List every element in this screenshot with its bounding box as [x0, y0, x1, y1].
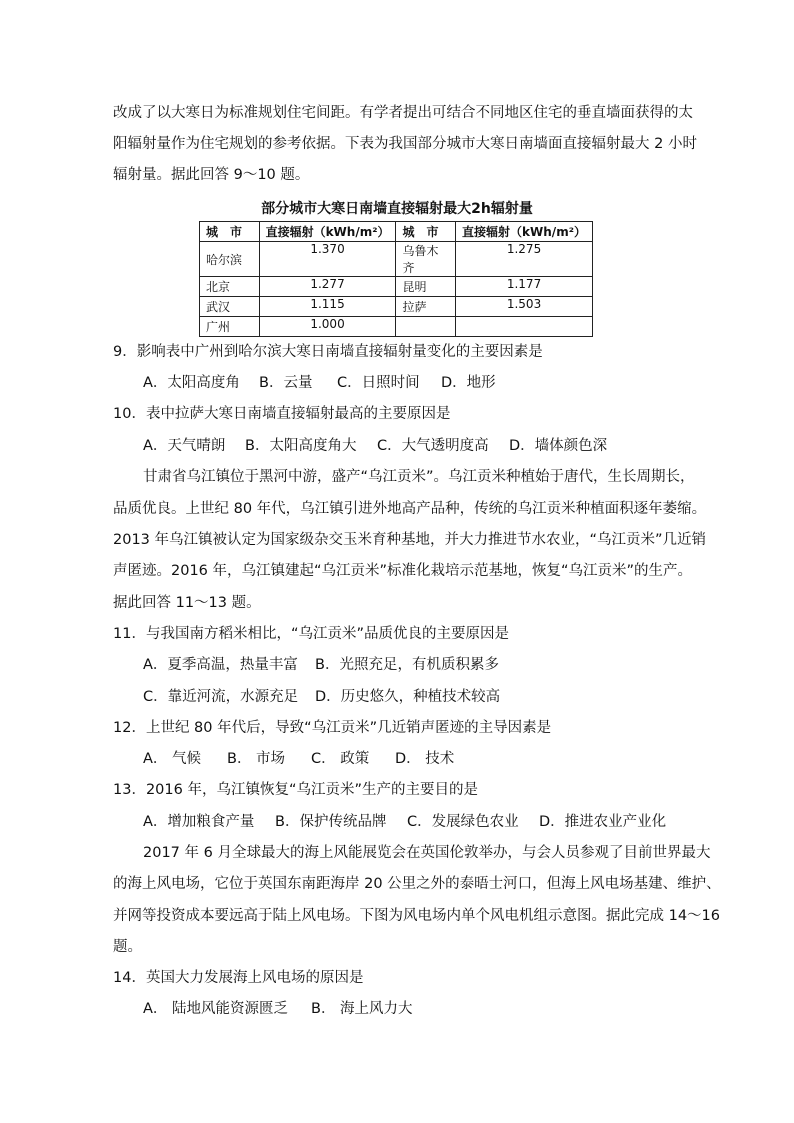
q13-option-b[interactable]: B．保护传统品牌 — [275, 814, 387, 830]
q13-option-a[interactable]: A．增加粮食产量 — [143, 814, 255, 830]
q9-option-b[interactable]: B．云量 — [259, 375, 313, 391]
question-12-options — [143, 749, 454, 769]
table-row — [200, 317, 593, 337]
table-cell-city: 乌鲁木齐 — [396, 242, 456, 277]
question-13-options — [143, 812, 666, 832]
q14-option-b[interactable]: B． 海上风力大 — [311, 1001, 413, 1017]
table-cell-value — [456, 317, 593, 337]
table-cell-city: 昆明 — [396, 277, 456, 297]
passage2-line-1: 甘肃省乌江镇位于黑河中游，盛产“乌江贡米”。乌江贡米种植始于唐代，生长周期长， — [143, 469, 695, 485]
q12-option-a[interactable]: A． 气候 — [143, 751, 202, 767]
table-caption: 部分城市大寒日南墙直接辐射最大2h辐射量 — [261, 201, 533, 217]
table-cell-city: 哈尔滨 — [200, 242, 260, 277]
q11-option-b[interactable]: B．光照充足，有机质积累多 — [315, 657, 499, 673]
table-header-row — [200, 222, 593, 242]
q10-option-c[interactable]: C．大气透明度高 — [377, 438, 489, 454]
table-cell-value: 1.370 — [259, 242, 396, 277]
question-10-stem: 10．表中拉萨大寒日南墙直接辐射最高的主要原因是 — [113, 406, 451, 422]
intro-line-3: 辐射量。据此回答 9～10 题。 — [113, 167, 310, 183]
intro-line-2: 阳辐射量作为住宅规划的参考依据。下表为我国部分城市大寒日南墙面直接辐射最大 2 小时 — [113, 136, 697, 152]
question-11-stem: 11．与我国南方稻米相比，“乌江贡米”品质优良的主要原因是 — [113, 626, 509, 642]
question-14-options — [143, 999, 413, 1019]
q9-option-c[interactable]: C．日照时间 — [337, 375, 420, 391]
table-row — [200, 297, 593, 317]
question-11-options-row-2 — [143, 687, 500, 707]
question-9-options — [143, 373, 496, 393]
q11-option-a[interactable]: A．夏季高温，热量丰富 — [143, 657, 298, 673]
header-radiation-1: 直接辐射（kWh/m²） — [259, 222, 396, 242]
q14-option-a[interactable]: A． 陆地风能资源匮乏 — [143, 1001, 289, 1017]
q12-option-c[interactable]: C． 政策 — [311, 751, 370, 767]
passage2-line-4: 声匿迹。2016 年，乌江镇建起“乌江贡米”标准化栽培示范基地，恢复“乌江贡米”的生产。 — [113, 563, 693, 579]
q10-option-d[interactable]: D．墙体颜色深 — [509, 438, 608, 454]
table-cell-value: 1.275 — [456, 242, 593, 277]
q11-option-c[interactable]: C．靠近河流，水源充足 — [143, 689, 299, 705]
table-cell-value: 1.115 — [259, 297, 396, 317]
table-cell-city: 武汉 — [200, 297, 260, 317]
question-13-stem: 13．2016 年，乌江镇恢复“乌江贡米”生产的主要目的是 — [113, 782, 478, 798]
radiation-table — [199, 221, 593, 337]
passage2-line-3: 2013 年乌江镇被认定为国家级杂交玉米育种基地，并大力推进节水农业，“乌江贡米”几近销 — [113, 532, 707, 548]
q11-option-d[interactable]: D．历史悠久，种植技术较高 — [315, 689, 501, 705]
passage2-line-2: 品质优良。上世纪 80 年代，乌江镇引进外地高产品种，传统的乌江贡米种植面积逐年萎缩。 — [113, 501, 707, 517]
table-cell-city: 拉萨 — [396, 297, 456, 317]
header-radiation-2: 直接辐射（kWh/m²） — [456, 222, 593, 242]
passage3-line-4: 题。 — [113, 939, 142, 955]
passage3-line-2: 的海上风电场，它位于英国东南距海岸 20 公里之外的泰晤士河口，但海上风电场基建、维护、 — [113, 876, 721, 892]
q13-option-d[interactable]: D．推进农业产业化 — [539, 814, 667, 830]
passage2-line-5: 据此回答 11～13 题。 — [113, 595, 261, 611]
q13-option-c[interactable]: C．发展绿色农业 — [407, 814, 519, 830]
q12-option-b[interactable]: B． 市场 — [227, 751, 286, 767]
q9-option-d[interactable]: D．地形 — [441, 375, 496, 391]
q9-option-a[interactable]: A．太阳高度角 — [143, 375, 240, 391]
passage3-line-3: 并网等投资成本要远高于陆上风电场。下图为风电场内单个风电机组示意图。据此完成 14～16 — [113, 908, 721, 924]
table-cell-city: 广州 — [200, 317, 260, 337]
header-city-1: 城 市 — [200, 222, 260, 242]
table-cell-value: 1.503 — [456, 297, 593, 317]
q10-option-b[interactable]: B．太阳高度角大 — [245, 438, 357, 454]
q10-option-a[interactable]: A．天气晴朗 — [143, 438, 226, 454]
header-city-2: 城 市 — [396, 222, 456, 242]
question-11-options-row-1 — [143, 655, 499, 675]
intro-line-1: 改成了以大寒日为标准规划住宅间距。有学者提出可结合不同地区住宅的垂直墙面获得的太 — [113, 105, 693, 121]
question-12-stem: 12．上世纪 80 年代后，导致“乌江贡米”几近销声匿迹的主导因素是 — [113, 720, 552, 736]
table-cell-city: 北京 — [200, 277, 260, 297]
table-row — [200, 242, 593, 277]
passage3-line-1: 2017 年 6 月全球最大的海上风能展览会在英国伦敦举办，与会人员参观了目前世界最大 — [143, 845, 711, 861]
table-cell-value: 1.000 — [259, 317, 396, 337]
question-10-options — [143, 436, 607, 456]
table-cell-city — [396, 317, 456, 337]
table-row — [200, 277, 593, 297]
question-9-stem: 9．影响表中广州到哈尔滨大寒日南墙直接辐射量变化的主要因素是 — [113, 344, 543, 360]
q12-option-d[interactable]: D． 技术 — [395, 751, 455, 767]
table-cell-value: 1.277 — [259, 277, 396, 297]
question-14-stem: 14．英国大力发展海上风电场的原因是 — [113, 970, 364, 986]
table-cell-value: 1.177 — [456, 277, 593, 297]
